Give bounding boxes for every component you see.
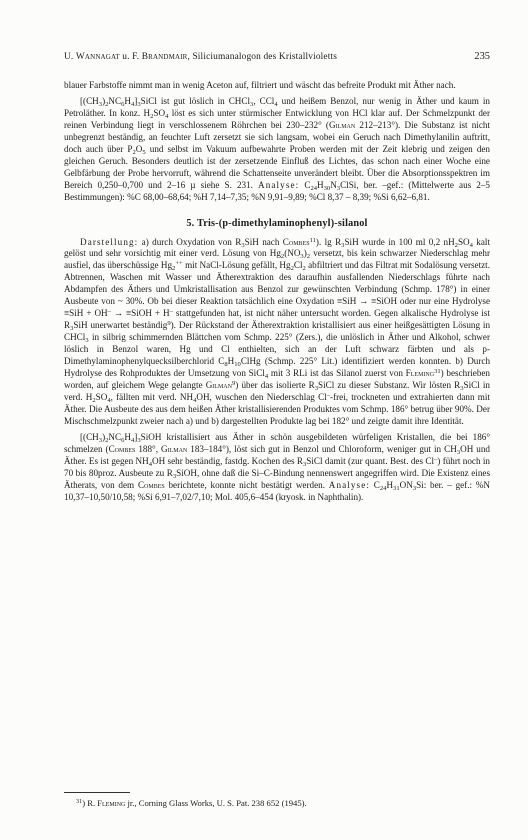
section-heading — [64, 217, 490, 230]
text-run: OH sehr beständig, fastdg. Kochen des R — [152, 455, 303, 466]
text-run: ) — [102, 431, 106, 442]
superscript: – — [107, 308, 111, 316]
subscript: 3 — [300, 253, 304, 261]
author-name: Brandmair — [141, 52, 188, 62]
author-name: Wannagat — [75, 52, 120, 62]
text-run: SiH nach — [244, 236, 283, 247]
page-number: 235 — [474, 51, 490, 62]
superscript: 9 — [231, 380, 236, 388]
text-run: beschrieben worden, auf gleichem Wege gelangte — [64, 368, 490, 390]
subscript: 2 — [306, 253, 311, 261]
text-run: , CCl — [253, 95, 275, 106]
subscript: 10 — [234, 361, 241, 369]
superscript: – — [326, 391, 331, 399]
author-name: Gilman — [161, 443, 188, 454]
text-run: in silbrig schimmernden Blättchen vom Schmp. 225° (Zers.), die unlöslich in Äther und Alkohol, schwer löslich in Benzol waren, Hg und Cl enthielten, sich an der Luft schwarz färbten und als p-Dimethylaminophenylquecksilberchlorid C — [64, 332, 490, 367]
subscript: 2 — [105, 101, 109, 109]
text-run: u. F. — [119, 52, 142, 62]
subscript: 4 — [130, 436, 135, 444]
author-name: Combes — [137, 479, 165, 490]
text-run: SiCl damit (zur quant. Best. des Cl — [306, 455, 434, 466]
subscript: 3 — [85, 337, 89, 345]
text-run: ON — [399, 479, 413, 490]
subscript: 2 — [92, 397, 96, 405]
text-run: N — [330, 179, 337, 190]
text-run: , Siliciumanalogon des Kristallvioletts — [187, 52, 338, 62]
subscript: 4 — [148, 460, 152, 468]
text-run: SiCl ist gut löslich in CHCl — [140, 95, 251, 106]
text-run: SiOH, ohne daß die Si–C-Bindung nennenswert angegriffen wird. Die Existenz eines Ätherats, von dem — [64, 467, 491, 490]
subscript: 2 — [132, 148, 136, 156]
subscript: 4 — [107, 397, 111, 405]
text-run: (NO — [284, 248, 301, 259]
text-run: ) — [440, 368, 444, 379]
subscript: 31 — [393, 484, 400, 492]
subscript: 4 — [274, 101, 278, 109]
text-run: R. — [85, 798, 98, 808]
superscript: 9 — [167, 320, 171, 328]
text-run: C — [299, 179, 311, 190]
text-run: SiH unerwartet beständig — [73, 320, 168, 331]
subscript: 2 — [280, 253, 285, 261]
text-run: O — [135, 143, 143, 154]
superscript: 31 — [434, 368, 441, 376]
text-run: stattgefunden hat, ist nicht näher untersucht worden. Gegen alkalische Hydrolyse ist R — [64, 308, 491, 331]
text-run: SiCl in verd. H — [64, 379, 490, 402]
text-run: SiCl zu dieser Substanz. Wir lösten R — [318, 379, 461, 390]
subscript: 3 — [70, 325, 74, 333]
text-run: SiOH kristallisiert aus Äther in schön ausgebildeten würfeligen Kristallen, die bei 186° schmelzen ( — [64, 431, 490, 454]
text-run: ) — [82, 798, 86, 808]
superscript: 31 — [76, 798, 83, 806]
text-run: SiH wurde in 100 ml 0,2 nH — [344, 236, 455, 247]
author-name: Gilman — [205, 379, 232, 390]
text-run: Si: ber. – gef.: %N 10,37–10,50/10,58; %Si 6,91–7,02/7,10; Mol. 405,6–454 (kryosk. in Naphthalin). — [64, 479, 491, 502]
text-run: ) führt noch in 70 bis 80proz. Ausbeute zu R — [64, 455, 490, 478]
subscript: 8 — [224, 361, 228, 369]
text-run: . lg R — [318, 236, 342, 247]
subscript: 2 — [290, 265, 294, 273]
text-run: ) — [170, 320, 174, 331]
text-run: H — [317, 179, 324, 190]
spaced-label: Analyse: — [328, 479, 370, 490]
subscript: 6 — [121, 101, 125, 109]
text-run: ) — [102, 95, 106, 106]
superscript: 11 — [309, 236, 316, 244]
subscript: 3 — [137, 101, 141, 109]
running-header — [64, 50, 490, 64]
text-run: ) — [303, 248, 307, 259]
subscript: 3 — [98, 436, 103, 444]
text-run: SO — [457, 236, 470, 247]
text-run: [(CH — [80, 95, 99, 106]
text-run: . Der Rückstand der Ätherextraktion kristallisiert aus einer heißgesättigten Lösung in CHCl — [64, 320, 491, 343]
author-name: Combes — [282, 236, 310, 247]
subscript: 4 — [264, 373, 269, 381]
footnote-divider — [64, 792, 130, 793]
text-run: NC — [108, 95, 122, 106]
text-run: OH und Äther. Es ist gegen NH — [64, 443, 490, 466]
spaced-label: Analyse: — [258, 179, 300, 190]
text-run: SO — [153, 107, 166, 118]
subscript: 24 — [310, 184, 318, 192]
subscript: 3 — [172, 472, 177, 480]
subscript: 3 — [303, 460, 307, 468]
superscript: – — [169, 308, 173, 316]
text-run: 188°, — [135, 443, 162, 454]
text-run: NC — [108, 431, 122, 442]
text-run: ) — [315, 236, 319, 247]
author-name: Fleming — [97, 798, 126, 808]
text-run: abfiltriert und das Filtrat mit Sodalösung versetzt. Abtrennen, Waschen mit Wasser und Ätherextraktion des daraufhin ausfallenden Niederschlags führte nach Abdampfen des Äthers und Umkristallisation aus Benzol zur gewünschten Verbindung (Schmp. 178°) in einer Ausbeute von ~ 30%. Ob bei dieser Reaktion tatsächlich eine Oxydation ≡SiH → ≡SiOH oder nur eine Hydrolyse ≡SiH + OH — [64, 260, 490, 319]
text-run: H — [124, 431, 131, 442]
subscript: 2 — [454, 241, 458, 249]
body-paragraph — [64, 237, 490, 428]
subscript: 3 — [336, 184, 341, 192]
subscript: 3 — [314, 385, 319, 393]
author-name: Combes — [108, 443, 136, 454]
subscript: 2 — [150, 113, 154, 120]
text-run: SO — [95, 391, 108, 402]
body-paragraph — [64, 432, 490, 504]
spaced-label: Darstellung: — [80, 236, 139, 247]
text-run: 5. Tris-(p-dimethylaminophenyl)-silanol — [186, 217, 368, 229]
text-run: ] — [134, 95, 138, 106]
author-name: Gilman — [328, 119, 356, 130]
body-paragraph — [64, 96, 490, 204]
body-paragraph — [64, 80, 490, 92]
subscript: 2 — [302, 265, 306, 273]
text-run: 212–213°). Die Substanz ist nicht unbegrenzt beständig, an feuchter Luft zersetzt sie sich langsam, wobei ein Geruch nach Dimethylanilin auftritt, doch auch über P — [64, 119, 490, 154]
text-run: mit 3 RLi ist das Silanol zuerst von — [268, 368, 406, 379]
running-header-title — [64, 50, 337, 64]
text-run: löst es sich unter stürmischer Entwicklung von HCl klar auf. Der Schmelzpunkt der reinen Verbindung liegt in verschlossenem Röhrchen bei 230–232° ( — [64, 107, 490, 130]
text-run: Cl — [293, 260, 303, 271]
text-run: versetzt, bis kein schwarzer Niederschlag mehr ausfiel, das überschüssige Hg — [64, 248, 490, 271]
text-run: blauer Farbstoffe nimmt man in wenig Aceton auf, filtriert und wäscht das befreite Produkt mit Äther nach. — [64, 80, 456, 90]
text-run: und heißem Benzol, nur wenig in Äther und kaum in Petroläther. In konz. H — [64, 95, 490, 118]
subscript: 4 — [165, 113, 169, 120]
text-run: OH, wuschen den Niederschlag Cl — [196, 391, 327, 402]
subscript: 5 — [142, 148, 146, 156]
text-run: berichtete, konnte nicht bestätigt werden. — [164, 479, 329, 490]
subscript: 4 — [469, 241, 473, 249]
subscript: 3 — [137, 436, 141, 444]
subscript: 24 — [379, 484, 387, 492]
text-run: über das isolierte R — [238, 379, 315, 390]
text-run: U. — [64, 52, 76, 62]
text-run: mit NaCl-Lösung gefällt, Hg — [182, 260, 291, 271]
text-run: ) — [235, 379, 239, 390]
subscript: 30 — [323, 184, 331, 192]
text-run: [(CH — [80, 431, 99, 442]
subscript: 6 — [121, 436, 125, 444]
text-run: ] — [134, 431, 138, 442]
subscript: 3 — [412, 484, 417, 492]
text-run: und selbst im Vakuum aufbewahrte Proben werden mit der Zeit klebrig und zeigen den gleichen Geruch. Besonders deutlich ist der zersetzende Einfluß des Lichtes, das schon nach einer Woche eine Gelbfärbung der Probe hervorruft, während die Schattenseite unverändert bleibt. Über die Absorptionsspektren im Bereich 0,250–0,700 und 2–16 µ siehe S. 231. — [64, 143, 490, 190]
text-run: C — [370, 479, 380, 490]
text-run: 183–184°), löst sich gut in Benzol und Chloroform, weniger gut in CH — [187, 443, 457, 454]
subscript: 3 — [460, 385, 464, 393]
subscript: 3 — [241, 241, 245, 249]
text-run: ClHg (Schmp. 225° Lit.) identifiziert werden konnten. b) Durch Hydrolyse des Rohproduktes der Umsetzung von SiCl — [64, 356, 491, 379]
footnote-31 — [76, 798, 490, 809]
subscript: 2 — [105, 436, 109, 444]
text-run: H — [124, 95, 131, 106]
text-run: a) durch Oxydation von R — [138, 236, 242, 247]
text-run: ClSi, ber. –gef.: (Mittelwerte aus 2–5 Bestimmungen): %C 68,00–68,64; %H 7,14–7,35; %N 9,91–9,89; %Cl 8,37 – 8,39; %Si 6,62–6,81. — [64, 179, 490, 202]
article-body — [64, 80, 490, 504]
text-run: -frei, trockneten und extrahierten dann mit Äther. Die Ausbeute des aus dem heißen Äther kristallisierenden Produktes vom Schmp. 186° betrug über 90%. Der Mischschmelzpunkt zweier nach a) und b) dargestellten Produkte lag bei 182° und zeigte damit ihre Identität. — [64, 391, 490, 426]
subscript: 3 — [456, 448, 461, 456]
subscript: 4 — [193, 397, 197, 405]
superscript: – — [434, 455, 438, 463]
subscript: 2 — [172, 265, 176, 273]
text-run: jr., Corning Glass Works, U. S. Pat. 238 652 (1945). — [125, 798, 307, 808]
text-run: → ≡SiOH + H — [110, 308, 170, 319]
subscript: 4 — [130, 101, 135, 109]
text-run: , fällten mit verd. NH — [110, 391, 194, 402]
author-name: Fleming — [405, 368, 435, 379]
subscript: 3 — [250, 101, 254, 109]
text-run: kalt gelöst und sehr vorsichtig mit einer verd. Lösung von Hg — [64, 236, 490, 259]
text-run: H — [227, 356, 235, 367]
superscript: ++ — [175, 260, 183, 268]
text-run: H — [386, 479, 394, 490]
subscript: 3 — [98, 101, 103, 109]
subscript: 3 — [341, 241, 345, 249]
